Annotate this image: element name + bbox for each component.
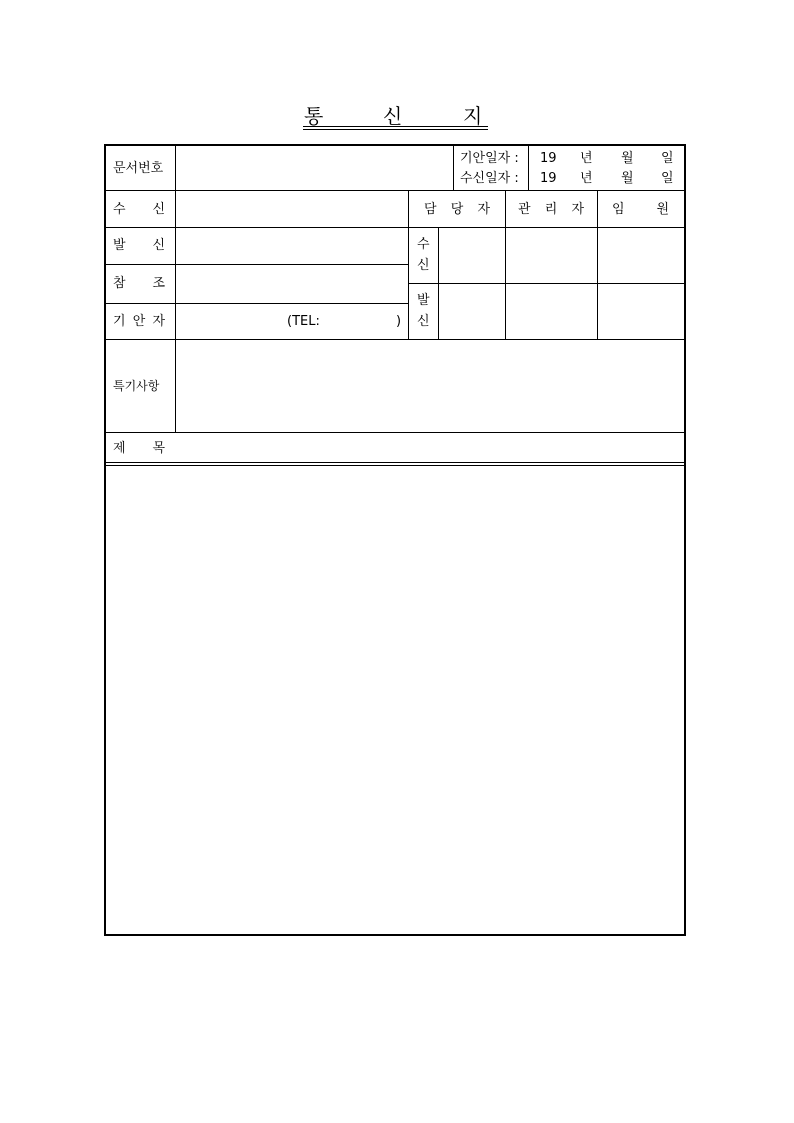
executive-label: 임 원	[612, 202, 669, 217]
drafter-label: 기 안 자	[113, 314, 165, 329]
row-divider-4	[105, 303, 408, 304]
draft-day-unit: 일	[661, 151, 674, 166]
tel-open: (TEL:	[287, 314, 320, 329]
draft-year-prefix: 19	[540, 151, 557, 166]
recipient-label: 수 신	[113, 202, 165, 217]
manager-label: 관 리 자	[518, 202, 584, 217]
receive-date-label: 수신일자 :	[460, 171, 519, 186]
title-char-1: 통	[304, 104, 324, 128]
form-frame	[104, 144, 686, 936]
draft-year-unit: 년	[580, 151, 593, 166]
tel-close: )	[396, 314, 402, 329]
row-divider-3	[105, 264, 408, 265]
doc-number-label: 문서번호	[113, 161, 164, 176]
title-underline-2	[303, 129, 488, 130]
outgoing-vertical-1: 발	[417, 293, 430, 308]
approval-left-divider	[408, 190, 409, 339]
receive-day-unit: 일	[661, 171, 674, 186]
approval-vertical-label-divider	[438, 227, 439, 339]
outgoing-vertical-2: 신	[417, 314, 430, 329]
row-divider-5	[105, 339, 686, 340]
reference-label: 참 조	[113, 276, 165, 291]
draft-date-label: 기안일자 :	[460, 151, 519, 166]
incoming-vertical-2: 신	[417, 258, 430, 273]
incoming-vertical-1: 수	[417, 237, 430, 252]
notes-label: 특기사항	[113, 379, 160, 393]
row-divider-6	[105, 432, 686, 433]
row-divider-approval	[408, 283, 686, 284]
row-divider-double-b	[105, 465, 686, 466]
title-underline-1	[303, 126, 488, 127]
title-char-3: 지	[463, 104, 483, 128]
label-column-divider	[175, 145, 176, 432]
receive-year-unit: 년	[580, 171, 593, 186]
page-title	[303, 104, 488, 132]
sender-label: 발 신	[113, 238, 165, 253]
date-value-divider	[528, 145, 529, 190]
approval-divider-1	[505, 190, 506, 339]
receive-year-prefix: 19	[540, 171, 557, 186]
staff-label: 담 당 자	[424, 202, 490, 217]
row-divider-double-a	[105, 462, 686, 463]
subject-label: 제 목	[113, 441, 165, 456]
draft-month-unit: 월	[621, 151, 634, 166]
title-char-2: 신	[383, 104, 403, 128]
receive-month-unit: 월	[621, 171, 634, 186]
date-column-divider	[453, 145, 454, 190]
